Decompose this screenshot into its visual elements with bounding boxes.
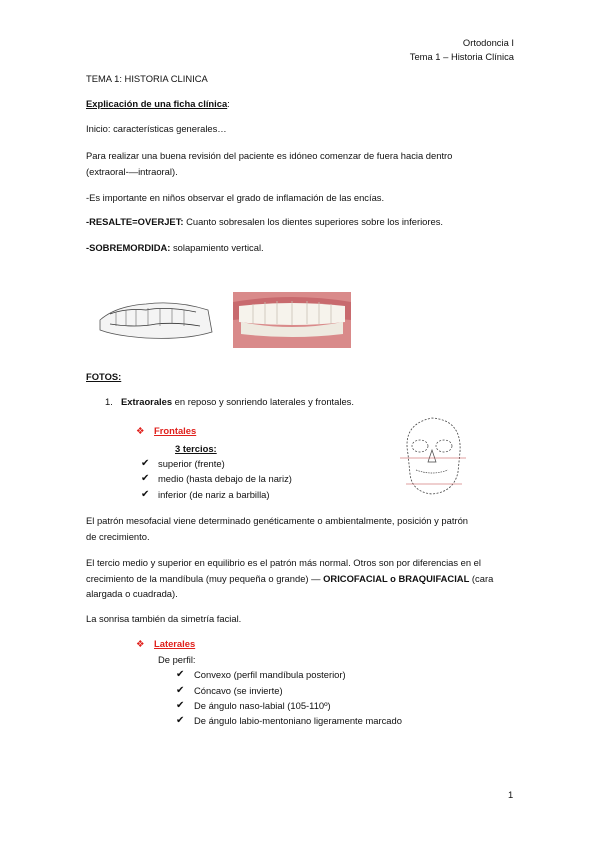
subtitle-text: Explicación de una ficha clínica bbox=[86, 98, 228, 109]
perfil-heading: De perfil: bbox=[158, 654, 196, 665]
item-1-term: Extraorales bbox=[121, 396, 173, 407]
check-icon: ✔ bbox=[176, 700, 185, 711]
frontales-heading: Frontales bbox=[154, 425, 197, 436]
check-icon: ✔ bbox=[141, 489, 150, 500]
diamond-bullet-icon: ❖ bbox=[136, 425, 145, 436]
paragraph-inicio: Inicio: características generales… bbox=[86, 123, 227, 134]
check-icon: ✔ bbox=[141, 458, 150, 469]
item-1-number: 1. bbox=[105, 396, 113, 407]
teeth-sketch-image bbox=[96, 292, 218, 348]
section-heading bbox=[86, 97, 230, 111]
tercio-bold-terms: ORICOFACIAL o BRAQUIFACIAL bbox=[323, 573, 470, 584]
page-number: 1 bbox=[508, 789, 514, 800]
paragraph-es: -Es importante en niños observar el grado de inflamación de las encías. bbox=[86, 192, 385, 203]
frontales-item: superior (frente) bbox=[158, 458, 225, 469]
item-1 bbox=[121, 395, 354, 409]
sobremordida-text: solapamiento vertical. bbox=[170, 242, 264, 253]
check-icon: ✔ bbox=[176, 669, 185, 680]
header-course: Ortodoncia I bbox=[462, 37, 514, 48]
diamond-bullet-icon: ❖ bbox=[136, 638, 145, 649]
paragraph-tercio-3: alargada o cuadrada). bbox=[86, 588, 178, 599]
check-icon: ✔ bbox=[176, 715, 185, 726]
item-1-text: en reposo y sonriendo laterales y frontales. bbox=[172, 396, 354, 407]
tercios-heading: 3 tercios: bbox=[175, 443, 217, 454]
sobremordida-term: -SOBREMORDIDA: bbox=[86, 242, 171, 253]
paragraph-patron-1: El patrón mesofacial viene determinado genéticamente o ambientalmente, posición y patrón bbox=[86, 515, 468, 526]
check-icon: ✔ bbox=[141, 473, 150, 484]
resalte-term: -RESALTE=OVERJET: bbox=[86, 216, 184, 227]
paragraph-sobremordida bbox=[86, 241, 264, 255]
page-title: TEMA 1: HISTORIA CLINICA bbox=[86, 73, 208, 84]
laterales-item: Cóncavo (se invierte) bbox=[194, 685, 283, 696]
smile-photo-image bbox=[233, 292, 351, 348]
laterales-item: De ángulo naso-labial (105-110º) bbox=[194, 700, 331, 711]
laterales-heading: Laterales bbox=[154, 638, 196, 649]
laterales-item: De ángulo labio-mentoniano ligeramente marcado bbox=[194, 715, 402, 726]
resalte-text: Cuanto sobresalen los dientes superiores sobre los inferiores. bbox=[183, 216, 444, 227]
tercio-text-end: (cara bbox=[469, 573, 494, 584]
header-topic: Tema 1 – Historia Clínica bbox=[409, 51, 514, 62]
frontales-item: inferior (de nariz a barbilla) bbox=[158, 489, 270, 500]
paragraph-para-1: Para realizar una buena revisión del paciente es idóneo comenzar de fuera hacia dentro bbox=[86, 150, 453, 161]
paragraph-tercio-2 bbox=[86, 572, 493, 586]
tercio-text: crecimiento de la mandíbula (muy pequeña o grande) — bbox=[86, 573, 324, 584]
paragraph-patron-2: de crecimiento. bbox=[86, 531, 150, 542]
skull-diagram-image bbox=[398, 414, 470, 496]
fotos-heading: FOTOS: bbox=[86, 371, 122, 382]
subtitle-colon: : bbox=[227, 98, 230, 109]
paragraph-sonrisa: La sonrisa también da simetría facial. bbox=[86, 613, 242, 624]
check-icon: ✔ bbox=[176, 685, 185, 696]
paragraph-resalte bbox=[86, 215, 443, 229]
paragraph-tercio-1: El tercio medio y superior en equilibrio es el patrón más normal. Otros son por diferencias en el bbox=[86, 557, 481, 568]
paragraph-para-2: (extraoral-—intraoral). bbox=[86, 166, 178, 177]
laterales-item: Convexo (perfil mandíbula posterior) bbox=[194, 669, 346, 680]
frontales-item: medio (hasta debajo de la nariz) bbox=[158, 473, 292, 484]
